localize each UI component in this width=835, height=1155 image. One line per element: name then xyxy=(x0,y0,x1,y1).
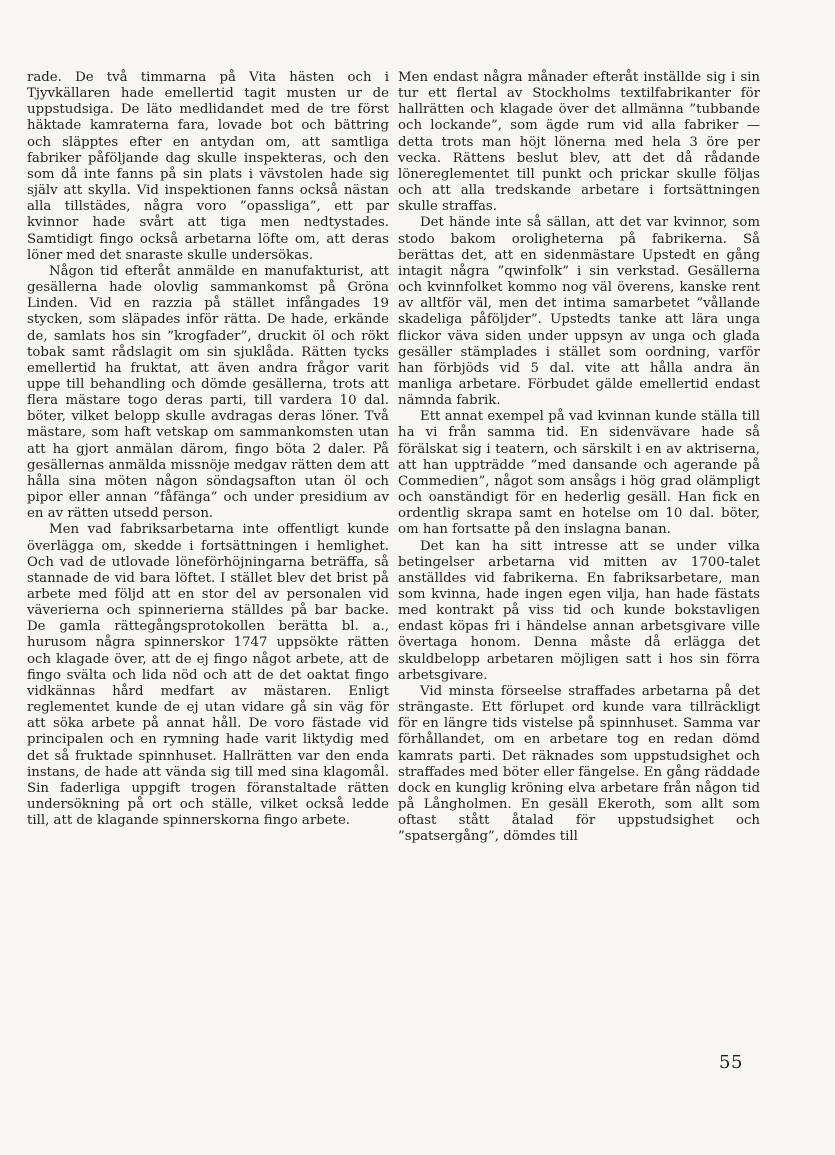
paragraph: Men endast några månader efteråt inställde sig i sin tur ett flertal av Stockholms textilfabrikanter för hallrätten och klagade över det allmänna ”tubbande och lockande”, som ägde rum vid alla fabriker — detta trots man höjt lönerna med hela 3 öre per vecka. Rättens beslut blev, att det då rådande lönereglementet till punkt och prickar skulle följas och att alla tredskande arbetare i fortsättningen skulle straffas. xyxy=(398,70,760,215)
right-column xyxy=(398,70,760,846)
paragraph: Vid minsta förseelse straffades arbetarna på det strängaste. Ett förlupet ord kunde vara tillräckligt för en längre tids vistelse på spinnhuset. Samma var förhållandet, om en arbetare tog en redan dömd kamrats parti. Det räknades som uppstudsighet och straffades med böter eller fängelse. En gång räddade dock en kunglig kröning elva arbetare från någon tid på Långholmen. En gesäll Ekeroth, som allt som oftast stått åtalad för uppstudsighet och ”spatsergång”, dömdes till xyxy=(398,683,760,845)
paragraph: rade. De två timmarna på Vita hästen och i Tjyvkällaren hade emellertid tagit musten ur de uppstudsiga. De läto medlidandet med de tre först häktade kamraterna fara, lovade bot och bättring och släpptes efter en antydan om, att samtliga fabriker påföljande dag skulle inspekteras, och den som då inte fanns på sin plats i vävstolen hade sig själv att skylla. Vid inspektionen fanns också nästan alla tillstädes, några voro ”opassliga”, ett par kvinnor hade svårt att tiga men nedtystades. Samtidigt fingo också arbetarna löfte om, att deras löner med det snaraste skulle undersökas. xyxy=(27,70,389,263)
paragraph: Men vad fabriksarbetarna inte offentligt kunde överlägga om, skedde i fortsättningen i hemlighet. Och vad de utlovade löneförhöjningarna beträffa, så stannade de vid bara löftet. I stället blev det brist på arbete med följd att en stor del av personalen vid väverierna och spinnerierna ställdes på bar backe. De gamla rättegångsprotokollen berätta bl. a., hurusom några spinnerskor 1747 uppsökte rätten och klagade över, att de ej fingo något arbete, att de fingo svälta och lida nöd och att de det oaktat fingo vidkännas hård medfart av mästaren. Enligt reglementet kunde de ej utan vidare gå sin väg för att söka arbete på annat håll. De voro fästade vid principalen och en rymning hade varit liktydig med det så fruktade spinnhuset. Hallrätten var den enda instans, de hade att vända sig till med sina klagomål. Sin faderliga uppgift trogen föranstaltade rätten undersökning på ort och ställe, vilket också ledde till, att de klagande spinnerskorna fingo arbete. xyxy=(27,522,389,829)
page-number: 55 xyxy=(719,1052,743,1073)
paragraph: Någon tid efteråt anmälde en manufakturist, att gesällerna hade olovlig sammankomst på Gröna Linden. Vid en razzia på stället infångades 19 stycken, som släpades inför rätta. De hade, erkände de, samlats hos sin ”krogfader”, druckit öl och rökt tobak samt rådslagit om sin sjuklåda. Rätten tycks emellertid ha fruktat, att även andra frågor varit uppe till behandling och dömde gesällerna, trots att flera mästare togo deras parti, till vardera 10 dal. böter, vilket belopp skulle avdragas deras löner. Två mästare, som haft vetskap om sammankomsten utan att ha gjort anmälan därom, fingo böta 2 daler. På gesällernas anmälda missnöje medgav rätten dem att hålla sina möten någon söndagsafton utan öl och pipor eller annan ”fåfänga” och under presidium av en av rätten utsedd person. xyxy=(27,263,389,522)
left-column xyxy=(27,70,389,829)
paragraph: Ett annat exempel på vad kvinnan kunde ställa till ha vi från samma tid. En sidenvävare hade så förälskat sig i teatern, och särskilt i en av aktriserna, att han uppträdde ”med dansande och agerande på Commedien”, något som ansågs i hög grad olämpligt och oanständigt för en hederlig gesäll. Han fick en ordentlig skrapa samt en hotelse om 10 dal. böter, om han fortsatte på den inslagna banan. xyxy=(398,409,760,538)
paragraph: Det kan ha sitt intresse att se under vilka betingelser arbetarna vid mitten av 1700-talet anställdes vid fabrikerna. En fabriksarbetare, man som kvinna, hade ingen egen vilja, han hade fästats med kontrakt på viss tid och kunde bokstavligen endast köpas fri i händelse annan arbetsgivare ville övertaga honom. Denna måste då erlägga det skuldbelopp arbetaren möjligen satt i hos sin förra arbetsgivare. xyxy=(398,538,760,683)
paragraph: Det hände inte så sällan, att det var kvinnor, som stodo bakom oroligheterna på fabrikerna. Så berättas det, att en sidenmästare Upstedt en gång intagit några ”qwinfolk” i sin verkstad. Gesällerna och kvinnfolket kommo nog väl överens, kanske rent av alltför väl, men det intima samarbetet ”vållande skadeliga påföljder”. Upstedts tanke att lära unga flickor väva siden under uppsyn av unga och glada gesäller stämplades i stället som oordning, varför han förbjöds vid 5 dal. vite att hålla andra än manliga arbetare. Förbudet gälde emellertid endast nämnda fabrik. xyxy=(398,215,760,409)
